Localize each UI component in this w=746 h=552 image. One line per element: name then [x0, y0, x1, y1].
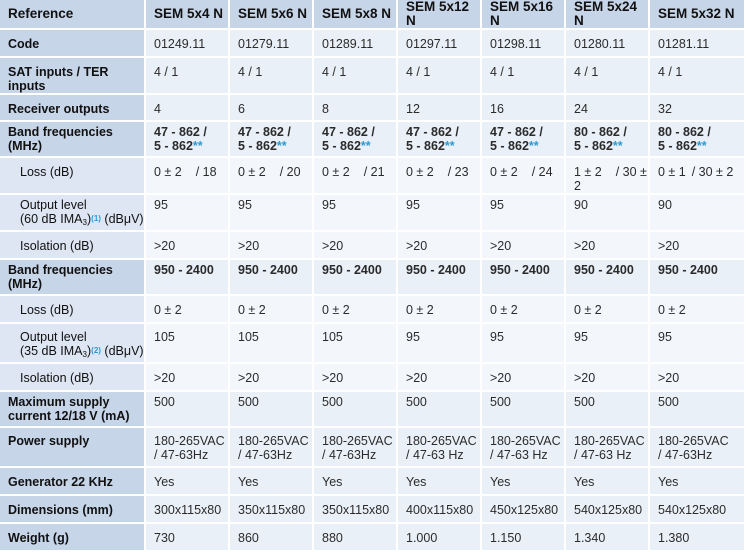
band1-cell: [230, 122, 314, 158]
power-line1: 180-265VAC: [658, 434, 729, 448]
inputs-cell: 4 / 1: [482, 58, 566, 95]
level1-cell: 90: [650, 195, 746, 232]
band2-cell: 950 - 2400: [146, 260, 230, 296]
footnote-star: **: [612, 139, 623, 153]
iso1-cell: >20: [146, 232, 230, 260]
power-line2: / 47-63 Hz: [574, 448, 632, 462]
dimensions-cell: 450x125x80: [482, 496, 566, 524]
inputs-cell: 4 / 1: [650, 58, 746, 95]
band1-line2: 5 - 862: [406, 139, 445, 153]
row-label: Output level (60 dB IMA3)(1) (dBμV): [0, 195, 146, 232]
level2-cell: 105: [230, 324, 314, 364]
power-line1: 180-265VAC: [574, 434, 645, 448]
loss1-row: [0, 158, 746, 195]
iso2-cell: >20: [398, 364, 482, 392]
generator-cell: Yes: [482, 468, 566, 496]
inputs-cell: 4 / 1: [146, 58, 230, 95]
iso1-cell: >20: [314, 232, 398, 260]
weight-cell: 1.150: [482, 524, 566, 552]
level1-cell: 95: [146, 195, 230, 232]
weight-cell: 730: [146, 524, 230, 552]
dimensions-cell: 400x115x80: [398, 496, 482, 524]
outputs-cell: 4: [146, 95, 230, 122]
iso2-cell: >20: [566, 364, 650, 392]
dimensions-row: [0, 496, 746, 524]
code-cell: 01280.11: [566, 30, 650, 58]
generator-cell: Yes: [398, 468, 482, 496]
row-label-line2: (MHz): [8, 277, 43, 291]
row-label-line2: current 12/18 V (mA): [8, 409, 130, 423]
row-label: Code: [0, 30, 146, 58]
band1-line2: 5 - 862: [322, 139, 361, 153]
weight-cell: 1.340: [566, 524, 650, 552]
band2-row: [0, 260, 746, 296]
weight-row: [0, 524, 746, 552]
row-label-line1: Maximum supply: [8, 395, 110, 409]
band1-line2: 5 - 862: [154, 139, 193, 153]
outputs-cell: 12: [398, 95, 482, 122]
weight-cell: 1.380: [650, 524, 746, 552]
code-cell: 01289.11: [314, 30, 398, 58]
level2-cell: 105: [314, 324, 398, 364]
model-header: SEM 5x4 N: [146, 0, 230, 30]
loss2-cell: 0 ± 2: [482, 296, 566, 324]
band1-line1: 47 - 862 /: [322, 125, 375, 139]
footnote-star: **: [192, 139, 203, 153]
loss-value: 0 ± 2: [238, 165, 266, 179]
band1-cell: [146, 122, 230, 158]
model-header: SEM 5x16 N: [482, 0, 566, 30]
supply-cell: 500: [146, 392, 230, 428]
model-header: SEM 5x32 N: [650, 0, 746, 30]
inputs-cell: 4 / 1: [230, 58, 314, 95]
band1-line2: 5 - 862: [574, 139, 613, 153]
band1-cell: [482, 122, 566, 158]
outputs-cell: 32: [650, 95, 746, 122]
iso2-cell: >20: [314, 364, 398, 392]
inputs-cell: 4 / 1: [314, 58, 398, 95]
power-line2: / 47-63Hz: [322, 448, 377, 462]
loss2-cell: 0 ± 2: [230, 296, 314, 324]
loss-value-2: / 20: [279, 165, 301, 179]
power-line1: 180-265VAC: [238, 434, 309, 448]
level2-cell: 95: [566, 324, 650, 364]
supply-cell: 500: [398, 392, 482, 428]
band1-cell: [650, 122, 746, 158]
loss-value: 0 ± 2: [490, 165, 518, 179]
code-cell: 01249.11: [146, 30, 230, 58]
footnote-star: **: [276, 139, 287, 153]
row-label: Loss (dB): [0, 296, 146, 324]
loss2-row: [0, 296, 746, 324]
code-cell: 01281.11: [650, 30, 746, 58]
power-line1: 180-265VAC: [406, 434, 477, 448]
code-row: [0, 30, 746, 58]
header-row: [0, 0, 746, 30]
band1-row: [0, 122, 746, 158]
iso2-cell: >20: [482, 364, 566, 392]
level2-cell: 105: [146, 324, 230, 364]
generator-cell: Yes: [230, 468, 314, 496]
level1-cell: 95: [230, 195, 314, 232]
iso2-cell: >20: [650, 364, 746, 392]
row-label: [0, 392, 146, 428]
power-row: [0, 428, 746, 468]
power-line2: / 47-63Hz: [238, 448, 293, 462]
unit: (dBμV): [104, 344, 144, 358]
reference-header: Reference: [0, 0, 146, 30]
row-label-line2: (MHz): [8, 139, 43, 153]
dimensions-cell: 350x115x80: [314, 496, 398, 524]
unit: (dBμV): [104, 212, 144, 226]
row-label: Isolation (dB): [0, 364, 146, 392]
level1-cell: 95: [314, 195, 398, 232]
footnote-star: **: [528, 139, 539, 153]
loss-value-2: / 21: [363, 165, 385, 179]
band1-cell: [314, 122, 398, 158]
row-label-line1: Output level: [20, 198, 87, 212]
footnote-ref: (1): [91, 214, 101, 223]
loss-value: 0 ± 2: [322, 165, 350, 179]
band1-line2: 5 - 862: [238, 139, 277, 153]
band1-line1: 47 - 862 /: [154, 125, 207, 139]
generator-cell: Yes: [314, 468, 398, 496]
iso1-cell: >20: [566, 232, 650, 260]
inputs-cell: 4 / 1: [398, 58, 482, 95]
footnote-ref: (2): [91, 346, 101, 355]
level2-cell: 95: [482, 324, 566, 364]
iso1-cell: >20: [482, 232, 566, 260]
row-label-line2: (35 dB IMA: [20, 344, 83, 358]
power-cell: [398, 428, 482, 468]
loss2-cell: 0 ± 2: [566, 296, 650, 324]
loss1-cell: [146, 158, 230, 195]
loss1-cell: [650, 158, 746, 195]
footnote-star: **: [444, 139, 455, 153]
row-label: Receiver outputs: [0, 95, 146, 122]
iso2-cell: >20: [230, 364, 314, 392]
band1-line2: 5 - 862: [490, 139, 529, 153]
generator-cell: Yes: [566, 468, 650, 496]
iso1-cell: >20: [230, 232, 314, 260]
loss-value-2: / 30 ± 2: [691, 165, 734, 179]
loss2-cell: 0 ± 2: [650, 296, 746, 324]
iso2-row: [0, 364, 746, 392]
model-header: SEM 5x12 N: [398, 0, 482, 30]
weight-cell: 860: [230, 524, 314, 552]
footnote-star: **: [360, 139, 371, 153]
loss-value-2: / 30 ± 2: [574, 165, 647, 193]
subscript: 3: [82, 218, 87, 227]
power-line2: / 47-63Hz: [154, 448, 209, 462]
loss2-cell: 0 ± 2: [146, 296, 230, 324]
row-label: [0, 122, 146, 158]
model-header: SEM 5x8 N: [314, 0, 398, 30]
row-label: Loss (dB): [0, 158, 146, 195]
power-line1: 180-265VAC: [322, 434, 393, 448]
row-label-line2: (60 dB IMA: [20, 212, 83, 226]
level2-row: [0, 324, 746, 364]
band2-cell: 950 - 2400: [650, 260, 746, 296]
band1-line1: 80 - 862 /: [574, 125, 627, 139]
outputs-cell: 16: [482, 95, 566, 122]
power-line1: 180-265VAC: [490, 434, 561, 448]
dimensions-cell: 350x115x80: [230, 496, 314, 524]
inputs-cell: 4 / 1: [566, 58, 650, 95]
code-cell: 01298.11: [482, 30, 566, 58]
dimensions-cell: 540x125x80: [566, 496, 650, 524]
band2-cell: 950 - 2400: [482, 260, 566, 296]
loss-value: 1 ± 2: [574, 165, 602, 179]
subscript: 3: [82, 350, 87, 359]
loss-value: 0 ± 2: [154, 165, 182, 179]
loss1-cell: [230, 158, 314, 195]
level1-cell: 95: [398, 195, 482, 232]
dimensions-cell: 300x115x80: [146, 496, 230, 524]
row-label: Dimensions (mm): [0, 496, 146, 524]
code-cell: 01297.11: [398, 30, 482, 58]
row-label: [0, 260, 146, 296]
generator-cell: Yes: [146, 468, 230, 496]
loss1-cell: [314, 158, 398, 195]
band1-line1: 80 - 862 /: [658, 125, 711, 139]
loss-value-2: / 23: [447, 165, 469, 179]
supply-cell: 500: [230, 392, 314, 428]
loss-value: 0 ± 2: [406, 165, 434, 179]
band2-cell: 950 - 2400: [566, 260, 650, 296]
loss1-cell: [482, 158, 566, 195]
level2-cell: 95: [650, 324, 746, 364]
outputs-cell: 24: [566, 95, 650, 122]
outputs-row: [0, 95, 746, 122]
generator-row: [0, 468, 746, 496]
row-label: Weight (g): [0, 524, 146, 552]
supply-cell: 500: [566, 392, 650, 428]
band1-line1: 47 - 862 /: [238, 125, 291, 139]
loss2-cell: 0 ± 2: [314, 296, 398, 324]
code-cell: 01279.11: [230, 30, 314, 58]
power-line2: / 47-63 Hz: [490, 448, 548, 462]
row-label-line1: Band frequencies: [8, 263, 113, 277]
level1-cell: 90: [566, 195, 650, 232]
footnote-star: **: [696, 139, 707, 153]
row-label-line1: Output level: [20, 330, 87, 344]
loss2-cell: 0 ± 2: [398, 296, 482, 324]
band2-cell: 950 - 2400: [398, 260, 482, 296]
supply-row: [0, 392, 746, 428]
weight-cell: 880: [314, 524, 398, 552]
power-cell: [314, 428, 398, 468]
row-label: Generator 22 KHz: [0, 468, 146, 496]
row-label: SAT inputs / TER inputs: [0, 58, 146, 95]
iso1-row: [0, 232, 746, 260]
band2-cell: 950 - 2400: [314, 260, 398, 296]
loss-value-2: / 18: [195, 165, 217, 179]
band1-cell: [566, 122, 650, 158]
power-line1: 180-265VAC: [154, 434, 225, 448]
power-line2: / 47-63Hz: [658, 448, 713, 462]
row-label: Power supply: [0, 428, 146, 468]
row-label-line1: Band frequencies: [8, 125, 113, 139]
power-cell: [566, 428, 650, 468]
supply-cell: 500: [482, 392, 566, 428]
power-cell: [230, 428, 314, 468]
model-header: SEM 5x24 N: [566, 0, 650, 30]
supply-cell: 500: [650, 392, 746, 428]
band1-line1: 47 - 862 /: [406, 125, 459, 139]
dimensions-cell: 540x125x80: [650, 496, 746, 524]
inputs-row: [0, 58, 746, 95]
weight-cell: 1.000: [398, 524, 482, 552]
outputs-cell: 6: [230, 95, 314, 122]
iso1-cell: >20: [398, 232, 482, 260]
iso1-cell: >20: [650, 232, 746, 260]
loss1-cell: [566, 158, 650, 195]
band1-line2: 5 - 862: [658, 139, 697, 153]
band2-cell: 950 - 2400: [230, 260, 314, 296]
loss1-cell: [398, 158, 482, 195]
supply-cell: 500: [314, 392, 398, 428]
model-header: SEM 5x6 N: [230, 0, 314, 30]
generator-cell: Yes: [650, 468, 746, 496]
iso2-cell: >20: [146, 364, 230, 392]
power-cell: [650, 428, 746, 468]
power-cell: [146, 428, 230, 468]
level1-row: [0, 195, 746, 232]
loss-value-2: / 24: [531, 165, 553, 179]
row-label: Output level (35 dB IMA3)(2) (dBμV): [0, 324, 146, 364]
row-label: Isolation (dB): [0, 232, 146, 260]
power-line2: / 47-63 Hz: [406, 448, 464, 462]
power-cell: [482, 428, 566, 468]
level1-cell: 95: [482, 195, 566, 232]
band1-line1: 47 - 862 /: [490, 125, 543, 139]
level2-cell: 95: [398, 324, 482, 364]
band1-cell: [398, 122, 482, 158]
loss-value: 0 ± 1: [658, 165, 686, 179]
outputs-cell: 8: [314, 95, 398, 122]
